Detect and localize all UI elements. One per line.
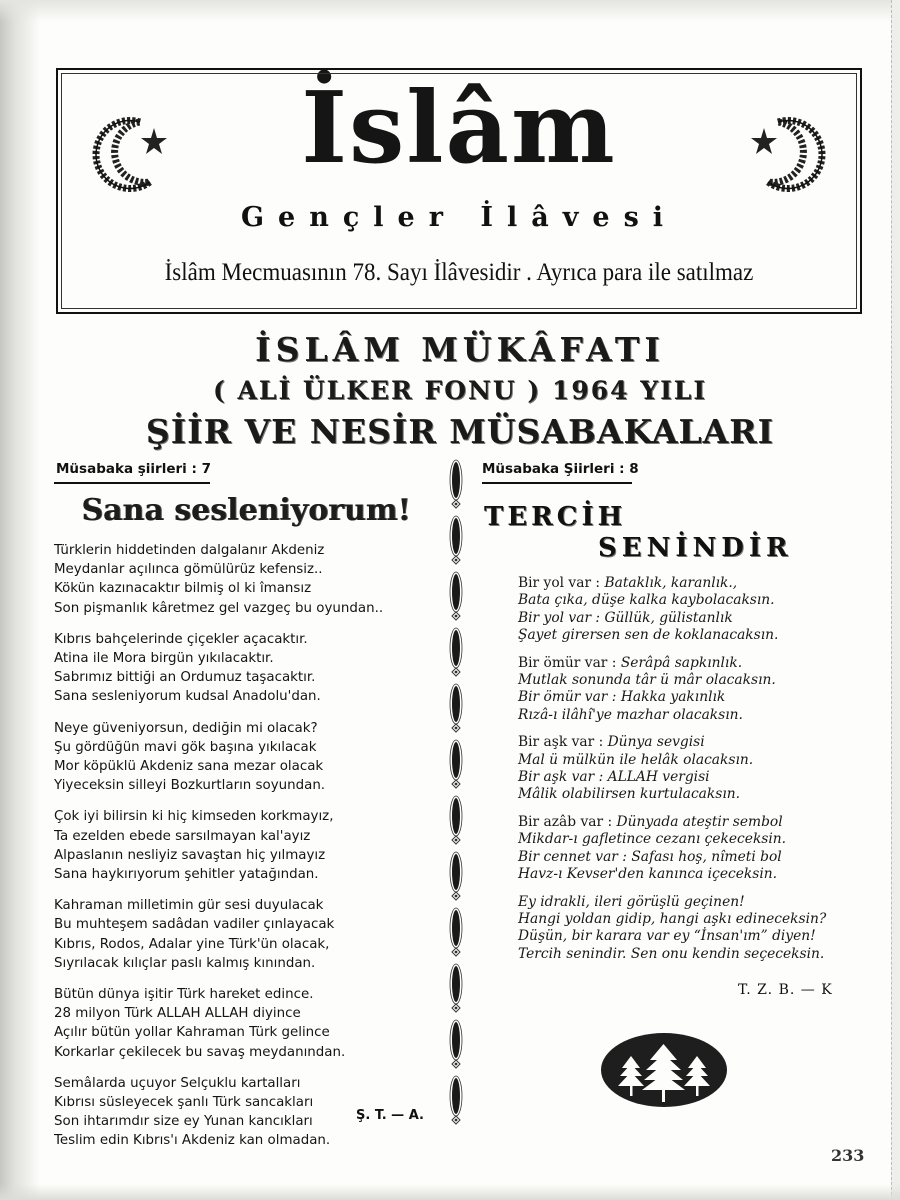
line-rest: Mal ü mülkün ile helâk olacaksın. bbox=[518, 751, 754, 768]
poem-left-body bbox=[54, 541, 444, 1163]
poem-line: Kıbrıs bahçelerinde çiçekler açacaktır. bbox=[54, 631, 308, 647]
line-rest: Şayet girersen sen de koklanacaksın. bbox=[518, 627, 779, 644]
line-rest: Havz-ı Kevser'den kanınca içeceksin. bbox=[518, 866, 778, 883]
line-rest: Mâlik olabilirsen kurtulacaksın. bbox=[518, 786, 741, 803]
line-rest: Bir yol var : Güllük, gülistanlık bbox=[518, 609, 733, 626]
line-rest: Düşün, bir karara var ey “İnsan'ım” diyen! bbox=[518, 928, 816, 945]
poem-line: Meydanlar açılınca gömülürüz kefensiz.. bbox=[54, 562, 323, 578]
poem-line: Son ihtarımdır size ey Yunan kancıkları bbox=[54, 1114, 313, 1130]
poem-stanza bbox=[518, 655, 878, 725]
line-rest: Bataklık, karanlık., bbox=[604, 575, 738, 591]
poem-stanza bbox=[54, 719, 444, 796]
magazine-title: İslâm bbox=[301, 71, 617, 186]
crescent-star-icon bbox=[738, 108, 830, 200]
supplement-note: İslâm Mecmuasının 78. Sayı İlâvesidir . Ayrıca para ile satılmaz bbox=[164, 259, 754, 286]
line-lead: Bir ömür var : bbox=[518, 654, 621, 671]
poem-line bbox=[518, 831, 878, 848]
line-rest: Dünyada ateştir sembol bbox=[616, 813, 783, 830]
poem-stanza bbox=[54, 807, 444, 884]
poem-line: Kıbrıs, Rodos, Adalar yine Türk'ün olacak, bbox=[54, 936, 330, 952]
poem-line: Kıbrısı süsleyecek şanlı Türk sancakları bbox=[54, 1095, 314, 1111]
left-column-rule bbox=[54, 482, 210, 484]
line-rest: Hangi yoldan gidip, hangi aşkı edineceksin? bbox=[518, 910, 827, 927]
poem-line bbox=[518, 689, 878, 706]
poem-stanza bbox=[54, 985, 444, 1062]
line-rest: Mutlak sonunda târ ü mâr olacaksın. bbox=[518, 672, 776, 689]
poem-line: Sıyrılacak kılıçlar paslı kalmış kınından. bbox=[54, 955, 316, 971]
poem-line: Yiyeceksin silleyi Bozkurtların soyundan. bbox=[54, 778, 326, 794]
poem-line: Çok iyi bilirsin ki hiç kimseden korkmayız, bbox=[54, 809, 334, 825]
poem-line bbox=[518, 610, 878, 627]
left-column-label: Müsabaka şiirleri : 7 bbox=[56, 461, 211, 477]
poem-stanza bbox=[54, 541, 444, 618]
poem-line: Alpaslanın nesliyiz savaştan hiç yılmayız bbox=[54, 847, 326, 863]
line-lead: Bir azâb var : bbox=[518, 813, 617, 830]
poem-signature-right: T. Z. B. — K bbox=[738, 982, 833, 998]
poem-line bbox=[518, 707, 878, 724]
line-lead: Bir aşk var : bbox=[518, 734, 608, 751]
poem-right-body bbox=[518, 575, 878, 973]
poem-line: Sana haykırıyorum şehitler yatağından. bbox=[54, 867, 319, 883]
poem-line bbox=[518, 849, 878, 866]
poem-stanza bbox=[518, 814, 878, 884]
poem-line bbox=[518, 575, 878, 592]
poem-title-left: Sana sesleniyorum! bbox=[81, 493, 411, 528]
poem-stanza bbox=[54, 896, 444, 973]
headline-award: İSLÂM MÜKÂFATI bbox=[255, 330, 665, 369]
line-rest: Mikdar-ı gafletince cezanı çekeceksin. bbox=[518, 831, 787, 848]
headline-contest: ŞİİR VE NESİR MÜSABAKALARI bbox=[145, 412, 775, 451]
poem-line bbox=[518, 672, 878, 689]
poem-line bbox=[518, 627, 878, 644]
poem-line bbox=[518, 752, 878, 769]
poem-line bbox=[518, 592, 878, 609]
poem-stanza bbox=[518, 734, 878, 804]
poem-line: Sabrımız bittiği an Ordumuz taşacaktır. bbox=[54, 670, 316, 686]
headline-fund: ( ALİ ÜLKER FONU ) 1964 YILI bbox=[212, 376, 708, 405]
poem-title-right-line1: TERCİH bbox=[484, 502, 627, 532]
line-rest: Dünya sevgisi bbox=[607, 734, 705, 751]
magazine-subtitle: Gençler İlâvesi bbox=[240, 202, 678, 233]
poem-line bbox=[518, 814, 878, 831]
ornamental-divider bbox=[446, 458, 466, 1130]
poem-line bbox=[518, 928, 878, 945]
line-rest: Bir ömür var : Hakka yakınlık bbox=[518, 689, 726, 706]
poem-stanza bbox=[518, 894, 878, 964]
poem-line: Bu muhteşem sadâdan vadiler çınlayacak bbox=[54, 917, 335, 933]
page-edge-shadow bbox=[0, 0, 40, 1200]
line-rest: Ey idrakli, ileri görüşlü geçinen! bbox=[518, 893, 745, 910]
masthead-box bbox=[56, 68, 862, 314]
poem-line: Semâlarda uçuyor Selçuklu kartalları bbox=[54, 1075, 301, 1091]
poem-line bbox=[518, 786, 878, 803]
page-number: 233 bbox=[831, 1146, 865, 1165]
page-edge-bottom bbox=[0, 1184, 900, 1200]
line-rest: Tercih senindir. Sen onu kendin seçeceksin. bbox=[518, 945, 825, 962]
page-edge-right bbox=[891, 0, 900, 1200]
poem-line bbox=[518, 894, 878, 911]
poem-line: Neye güveniyorsun, dediğin mi olacak? bbox=[54, 720, 318, 736]
poem-line: Atina ile Mora birgün yıkılacaktır. bbox=[54, 651, 274, 667]
line-rest: Serâpâ sapkınlık. bbox=[620, 654, 743, 671]
right-column-label: Müsabaka Şiirleri : 8 bbox=[482, 461, 639, 477]
poem-stanza bbox=[54, 630, 444, 707]
line-rest: Rızâ-ı ilâhî'ye mazhar olacaksın. bbox=[518, 706, 743, 723]
poem-line: Korkarlar çekilecek bu savaş meydanından. bbox=[54, 1044, 346, 1060]
poem-line bbox=[518, 655, 878, 672]
poem-line bbox=[518, 734, 878, 751]
poem-line: Şu gördüğün mavi gök başına yıkılacak bbox=[54, 739, 317, 755]
poem-line: Kökün kazınacaktır bilmiş ol ki îmansız bbox=[54, 581, 312, 597]
poem-line bbox=[518, 911, 878, 928]
crescent-star-icon bbox=[88, 108, 180, 200]
line-rest: Bir aşk var : ALLAH vergisi bbox=[518, 769, 710, 786]
poem-line: Mor köpüklü Akdeniz sana mezar olacak bbox=[54, 759, 324, 775]
poem-title-right-line2: SENİNDİR bbox=[598, 533, 793, 563]
poem-line: Bütün dünya işitir Türk hareket edince. bbox=[54, 987, 314, 1003]
poem-line: Teslim edin Kıbrıs'ı Akdeniz kan olmadan. bbox=[54, 1133, 331, 1149]
poem-line: Ta ezelden ebede sarsılmayan kal'ayız bbox=[54, 828, 311, 844]
line-lead: Bir yol var : bbox=[518, 575, 605, 591]
poem-line: Son pişmanlık kâretmez gel vazgeç bu oyundan.. bbox=[54, 600, 384, 616]
poem-line bbox=[518, 946, 878, 963]
line-rest: Bata çıka, düşe kalka kaybolacaksın. bbox=[518, 592, 775, 609]
poem-line: Türklerin hiddetinden dalgalanır Akdeniz bbox=[54, 543, 325, 558]
poem-line: 28 milyon Türk ALLAH ALLAH diyince bbox=[54, 1006, 301, 1022]
right-column-rule bbox=[482, 482, 632, 484]
poem-line bbox=[518, 769, 878, 786]
poem-stanza bbox=[518, 575, 878, 645]
poem-line: Kahraman milletimin gür sesi duyulacak bbox=[54, 898, 324, 914]
poem-line: Açılır bütün yollar Kahraman Türk gelince bbox=[54, 1025, 330, 1041]
poem-line: Sana sesleniyorum kudsal Anadolu'dan. bbox=[54, 689, 321, 705]
poem-line bbox=[518, 866, 878, 883]
line-rest: Bir cennet var : Safası hoş, nîmeti bol bbox=[518, 848, 782, 865]
pine-trees-icon bbox=[600, 1032, 728, 1108]
page-edge-top bbox=[0, 0, 900, 22]
poem-signature-left: Ş. T. — A. bbox=[356, 1108, 424, 1123]
